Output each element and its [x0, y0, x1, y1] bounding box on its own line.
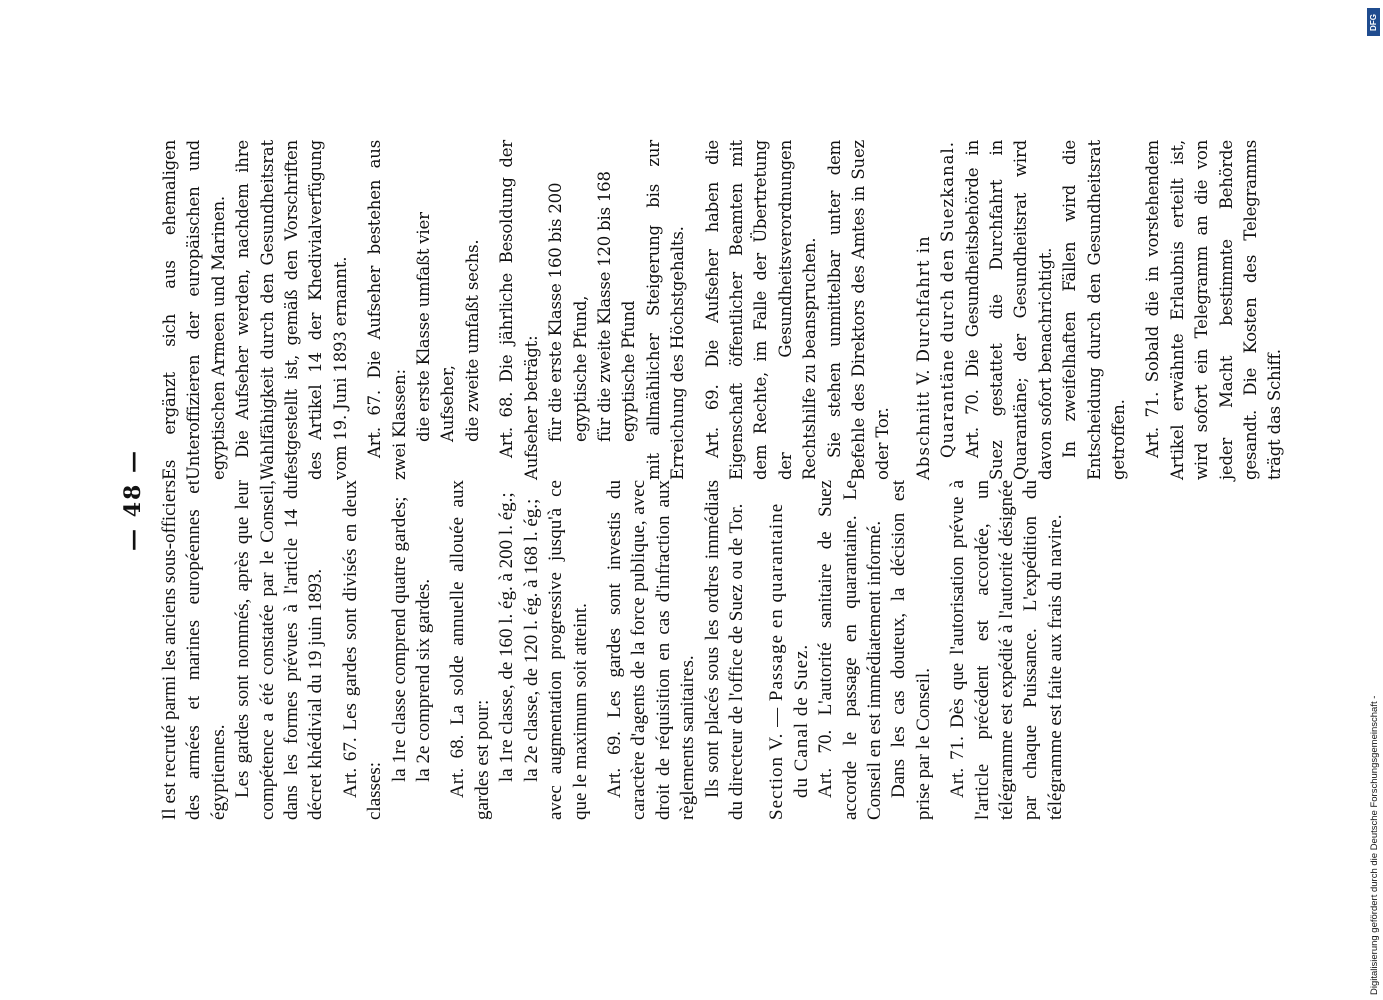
- de-paragraph-1: Es ergänzt sich aus ehemaligen Unteroffizieren der europäischen und egyptischen Armeen und Marinen.: [160, 140, 228, 480]
- de-article-68: Art. 68. Die jährliche Besoldung der Aufseher beträgt:: [497, 140, 541, 480]
- fr-article-67-class-1: la 1re classe comprend quatre gardes;: [388, 496, 410, 782]
- fr-article-71: Art. 71. Dès que l'autorisation prévue à l'article précédent est accordée, un télégramme est expédié à l'autorité désignée par chaque Puissance. L'expédition du télégramme est faite aux frais du navire.: [947, 480, 1066, 820]
- dfg-logo: [1367, 8, 1380, 36]
- de-article-70: Art. 70. Die Gesundheitsbehörde in Suez gestattet die Durchfahrt in Quarantäne; der Gesundheitsrat wird davon sofort benachrichtigt.: [962, 140, 1055, 480]
- fr-article-69: Art. 69. Les gardes sont investis du caractère d'agents de la force publique, avec droit de réquisition en cas d'infraction aux règlements sanitaires.: [603, 480, 699, 820]
- fr-paragraph-2: Les gardes sont nommés, après que leur compétence a été constatée par le Conseil, dans les formes prévues à l'article 14 du décret khédivial du 19 juin 1893.: [232, 480, 327, 820]
- page-number: — 48 —: [120, 449, 146, 551]
- de-article-68-class-2: für die zweite Klasse 120 bis 168 egyptische Pfund: [594, 171, 639, 442]
- fr-article-70: Art. 70. L'autorité sanitaire de Suez accorde le passage en quarantaine. Le Conseil en est immédiatement informé.: [815, 480, 885, 820]
- fr-article-68: Art. 68. La solde annuelle allouée aux gardes est pour:: [447, 480, 493, 820]
- fr-paragraph-1: Il est recruté parmi les anciens sous-officiers des armées et marines européennes et égyptiennes.: [159, 480, 229, 820]
- de-paragraph-2: Die Aufseher werden, nachdem ihre Wahlfähigkeit durch den Gesundheitsrat festgestellt ist, gemäß den Vorschriften des Artikel 14 der Khedivialverfügung vom 19. Juni 1893 ernannt.: [233, 140, 350, 480]
- fr-article-67: Art. 67. Les gardes sont divisés en deux classes:: [339, 480, 386, 820]
- de-article-68-class-1: für die erste Klasse 160 bis 200 egyptische Pfund,: [546, 182, 590, 442]
- fr-article-68-increase: avec augmentation progressive jusqu'à ce que le maximum soit atteint.: [545, 480, 591, 820]
- de-article-68-increase: mit allmählicher Steigerung bis zur Erreichung des Höchstgehalts.: [643, 140, 688, 480]
- fr-section-heading: Section V. — Passage en quarantaine du Canal de Suez.: [766, 502, 812, 820]
- de-article-69: Art. 69. Die Aufseher haben die Eigenschaft öffentlicher Beamten mit dem Rechte, im Falle der Übertretung der Gesundheitsverordnungen Rechtshilfe zu beanspruchen.: [702, 140, 820, 480]
- german-column: [158, 140, 1288, 480]
- de-article-71: Art. 71. Sobald die in vorstehendem Artikel erwähnte Erlaubnis erteilt ist, wird sofort ein Telegramm an die von jeder Macht bestimmte Behörde gesandt. Die Kosten des Telegramms trägt das Schiff.: [1143, 140, 1285, 480]
- fr-article-70-doubt: Dans les cas douteux, la décision est prise par le Conseil.: [888, 480, 934, 820]
- dfg-logo-text: DFG: [1369, 13, 1379, 31]
- fr-article-69-orders: Ils sont placés sous les ordres immédiats du directeur de l'office de Suez ou de Tor.: [701, 480, 747, 820]
- de-article-67-class-1: die erste Klasse umfaßt vier Aufseher,: [414, 212, 458, 442]
- de-article-69-orders: Sie stehen unmittelbar unter dem Befehle des Direktors des Amtes in Suez oder Tor.: [824, 140, 893, 480]
- french-column: [158, 480, 1068, 820]
- fr-article-68-class-1: la 1re classe, de 160 l. ég. à 200 l. ég.;: [496, 492, 518, 782]
- de-article-70-doubt: In zweifelhaften Fällen wird die Entscheidung durch den Gesundheitsrat getroffen.: [1060, 140, 1129, 480]
- fr-article-68-class-2: la 2e classe, de 120 l. ég. à 168 l. ég.;: [520, 498, 542, 782]
- de-article-67-class-2: die zweite umfaßt sechs.: [462, 239, 482, 442]
- de-article-67: Art. 67. Die Aufseher bestehen aus zwei Klassen:: [365, 140, 409, 480]
- de-section-heading: Abschnitt V. Durchfahrt in Quarantäne durch den Suezkanal.: [913, 140, 958, 480]
- digitization-note: Digitalisierung gefördert durch die Deutsche Forschungsgemeinschaft -: [1369, 695, 1380, 995]
- fr-article-67-class-2: la 2e comprend six gardes.: [413, 578, 435, 782]
